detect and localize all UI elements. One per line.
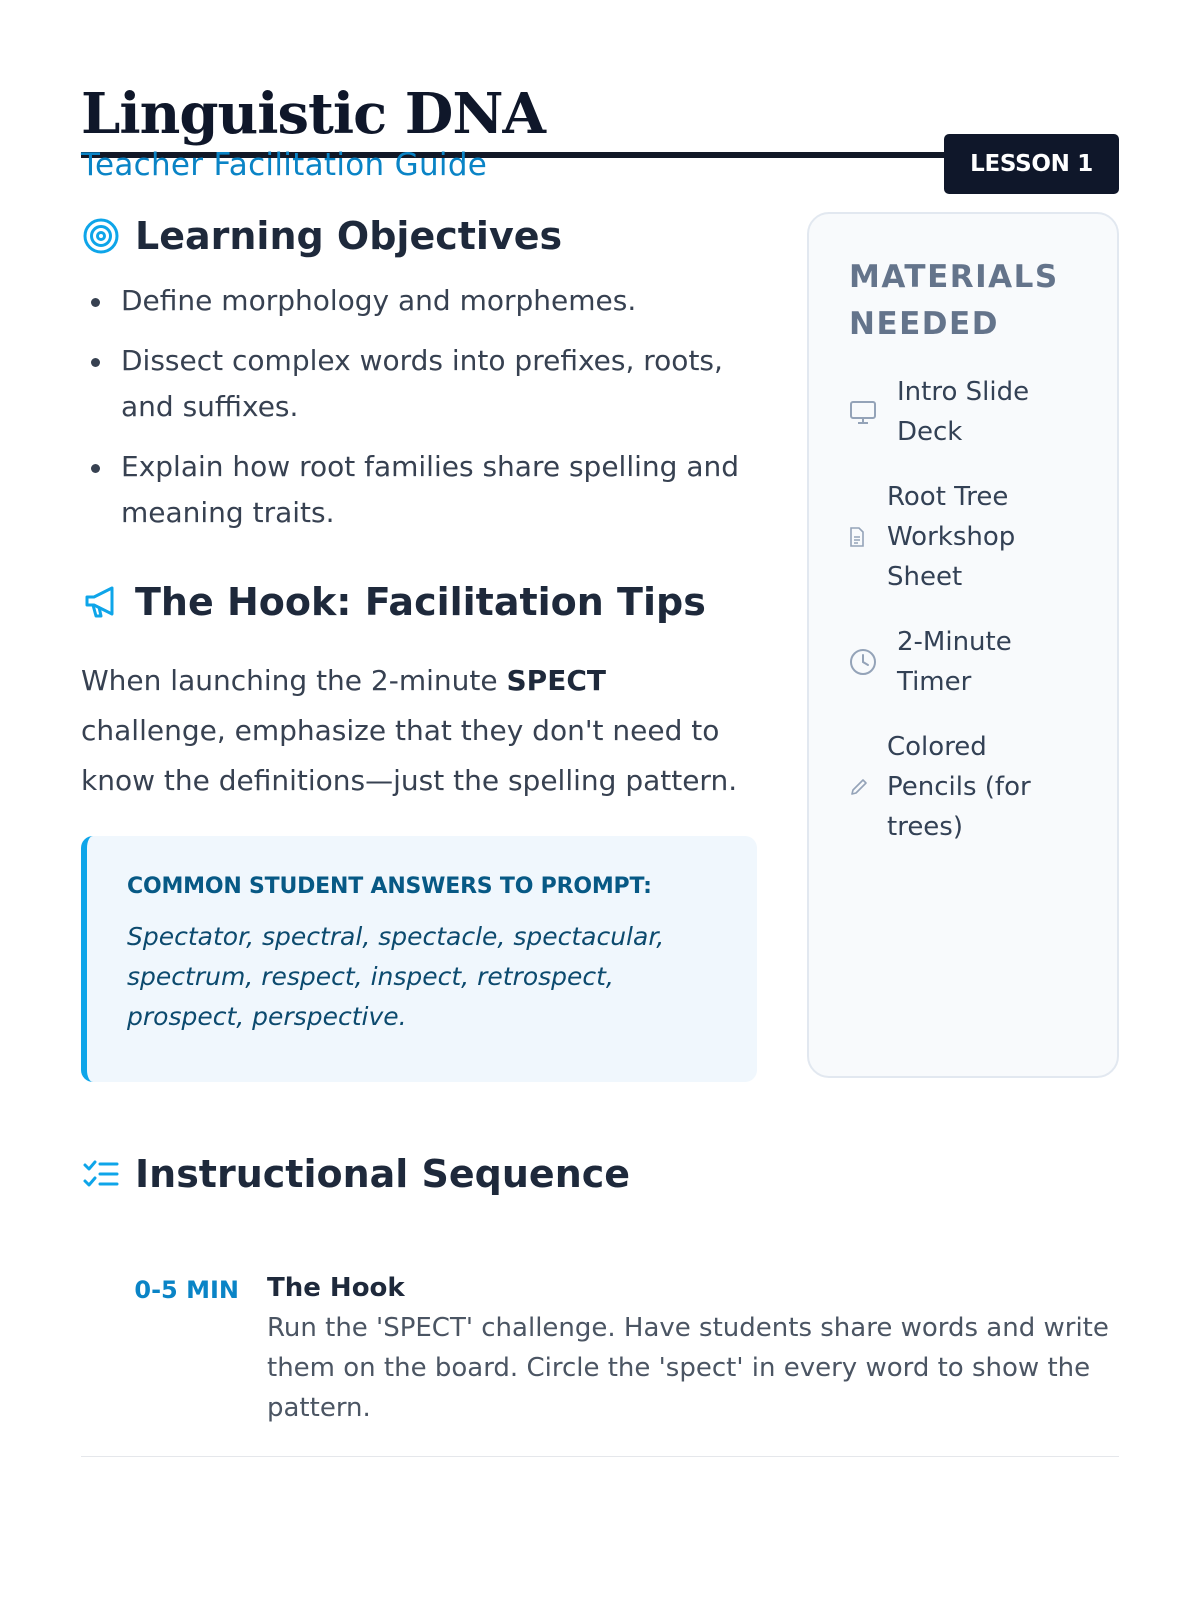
step-description: Run the 'SPECT' challenge. Have students share words and write them on the board. Circle the 'spect' in every word to show the pattern. (267, 1313, 1109, 1423)
main-content (81, 212, 1119, 1082)
page-subtitle: Teacher Facilitation Guide (81, 147, 488, 183)
clock-icon (849, 648, 877, 676)
page-header (81, 0, 1119, 183)
material-label: Colored Pencils (for trees) (887, 732, 1031, 842)
objective-item: Define morphology and morphemes. (81, 278, 757, 324)
lesson-badge: LESSON 1 (944, 134, 1119, 194)
hook-heading (81, 578, 757, 626)
hook-paragraph (81, 656, 757, 806)
material-label: Root Tree Workshop Sheet (887, 482, 1016, 592)
objective-item: Dissect complex words into prefixes, roots, and suffixes. (81, 338, 757, 430)
materials-panel (807, 212, 1119, 1078)
monitor-icon (849, 398, 877, 426)
document-icon (849, 527, 865, 547)
instructional-sequence (81, 1150, 1119, 1457)
callout-text: Spectator, spectral, spectacle, spectacular, spectrum, respect, inspect, retrospect, prospect, perspective. (127, 922, 665, 1031)
materials-list (849, 372, 1077, 847)
left-column (81, 212, 757, 1082)
checklist-icon (81, 1154, 121, 1194)
material-item (849, 372, 1077, 452)
material-item (849, 727, 1077, 847)
page-title: Linguistic DNA (81, 81, 545, 147)
megaphone-icon (81, 582, 121, 622)
target-icon (81, 216, 121, 256)
step-time: 0-5 MIN (134, 1276, 239, 1304)
materials-title: MATERIALS NEEDED (849, 259, 1059, 342)
material-label: Intro Slide Deck (897, 377, 1030, 447)
hook-keyword: SPECT (506, 664, 606, 697)
step-title: The Hook (267, 1273, 405, 1303)
hook-text-end: challenge, emphasize that they don't need to know the definitions—just the spelling pattern. (81, 714, 738, 797)
material-label: 2-Minute Timer (897, 627, 1012, 697)
objectives-heading-text: Learning Objectives (135, 214, 563, 258)
student-answers-callout (81, 836, 757, 1082)
objective-item: Explain how root families share spelling and meaning traits. (81, 444, 757, 536)
hook-text-start: When launching the 2-minute (81, 664, 507, 697)
pencil-icon (849, 777, 869, 797)
hook-heading-text: The Hook: Facilitation Tips (135, 580, 706, 624)
sequence-step (81, 1268, 1119, 1457)
material-item (849, 622, 1077, 702)
objectives-heading (81, 212, 757, 260)
sequence-heading (81, 1150, 1119, 1198)
callout-label: COMMON STUDENT ANSWERS TO PROMPT: (127, 874, 652, 899)
material-item (849, 477, 1077, 597)
objectives-list (81, 278, 757, 536)
sequence-heading-text: Instructional Sequence (135, 1152, 631, 1196)
step-body (267, 1268, 1119, 1428)
